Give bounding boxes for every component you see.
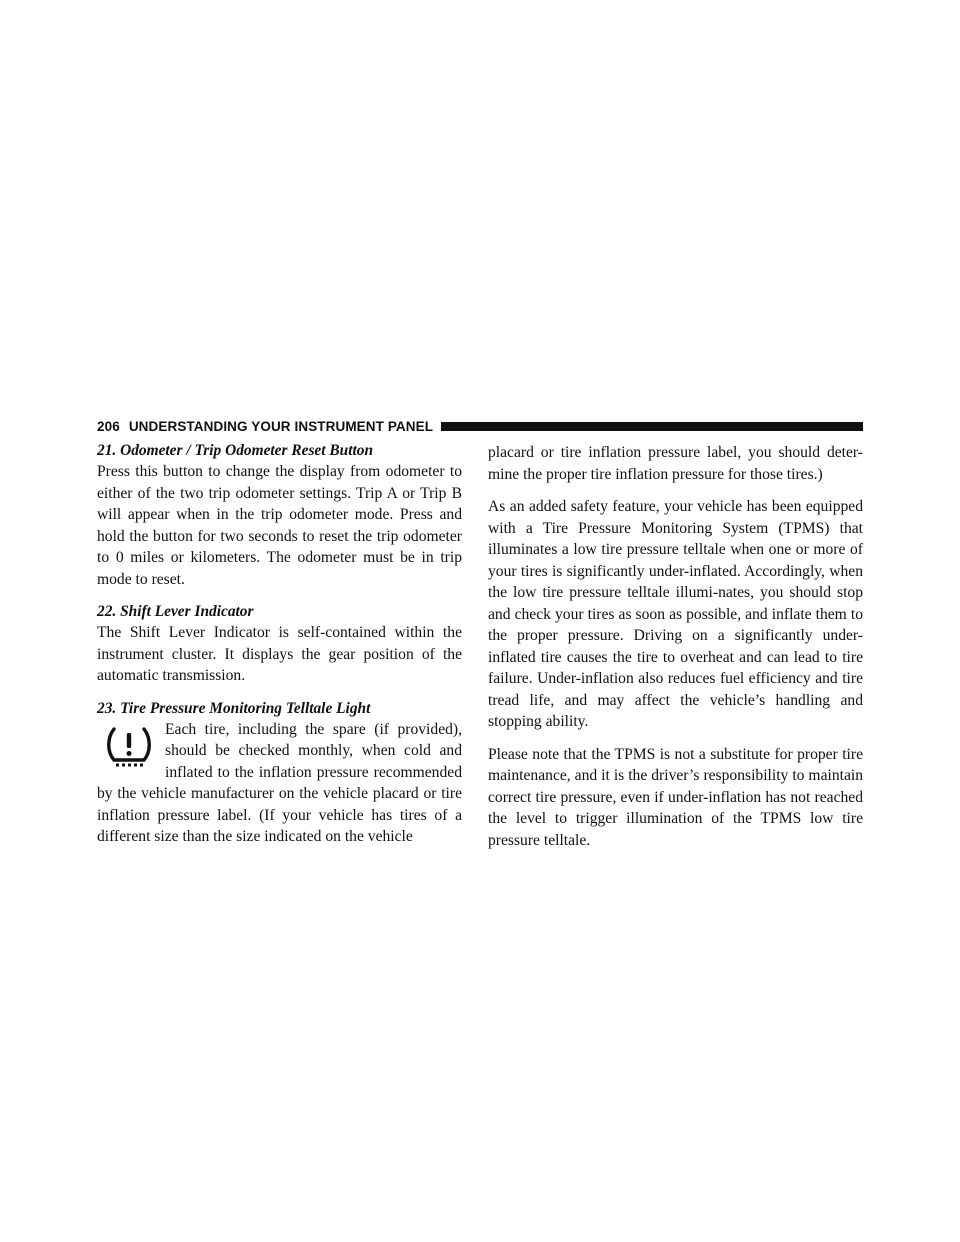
tire-pressure-warning-icon <box>105 725 153 773</box>
section-22 <box>97 601 462 687</box>
left-column <box>97 440 462 859</box>
section-21 <box>97 440 462 590</box>
section-heading: 23. Tire Pressure Monitoring Telltale Light <box>97 699 371 717</box>
right-column <box>488 442 863 862</box>
chapter-title: UNDERSTANDING YOUR INSTRUMENT PANEL <box>128 418 434 434</box>
paragraph: placard or tire inflation pressure label, you should deter-mine the proper tire inflation pressure for those tires.) <box>488 444 863 483</box>
section-body: Press this button to change the display from odometer to either of the two trip odometer settings. Trip A or Trip B will appear when in the trip odometer mode. Press and hold the button for two seconds to reset the trip odometer to 0 miles or kilometers. The odometer must be in trip mode to reset. <box>97 463 462 588</box>
paragraph: As an added safety feature, your vehicle has been equipped with a Tire Pressure Monitoring System (TPMS) that illuminates a low tire pressure telltale when one or more of your tires is significantly under-inflated. Accordingly, when the low tire pressure telltale illumi-nates, you should stop and check your tires as soon as possible, and inflate them to the proper pressure. Driving on a significantly under-inflated tire causes the tire to overheat and can lead to tire failure. Under-inflation also reduces fuel efficiency and tire tread life, and may affect the vehicle’s handling and stopping ability. <box>488 498 863 730</box>
header-rule <box>441 422 863 431</box>
tpms-paragraph <box>97 719 462 848</box>
running-header <box>97 416 863 436</box>
section-body: The Shift Lever Indicator is self-contained within the instrument cluster. It displays the gear position of the automatic transmission. <box>97 624 462 684</box>
section-heading: 22. Shift Lever Indicator <box>97 603 254 620</box>
paragraph: Please note that the TPMS is not a substitute for proper tire maintenance, and it is the driver’s responsibility to maintain correct tire pressure, even if under-inflation has not reached the level to trigger illumination of the TPMS low tire pressure telltale. <box>488 745 863 849</box>
section-23 <box>97 698 462 848</box>
page-number: 206 <box>97 418 120 434</box>
section-body: Each tire, including the spare (if provided), should be checked monthly, when cold and inflated to the inflation pressure recommended by the vehicle manufacturer on the vehicle placard or tire inflation pressure label. (If your vehicle has tires of a different size than the size indicated on the vehicle <box>97 720 462 845</box>
section-heading: 21. Odometer / Trip Odometer Reset Button <box>97 442 374 459</box>
